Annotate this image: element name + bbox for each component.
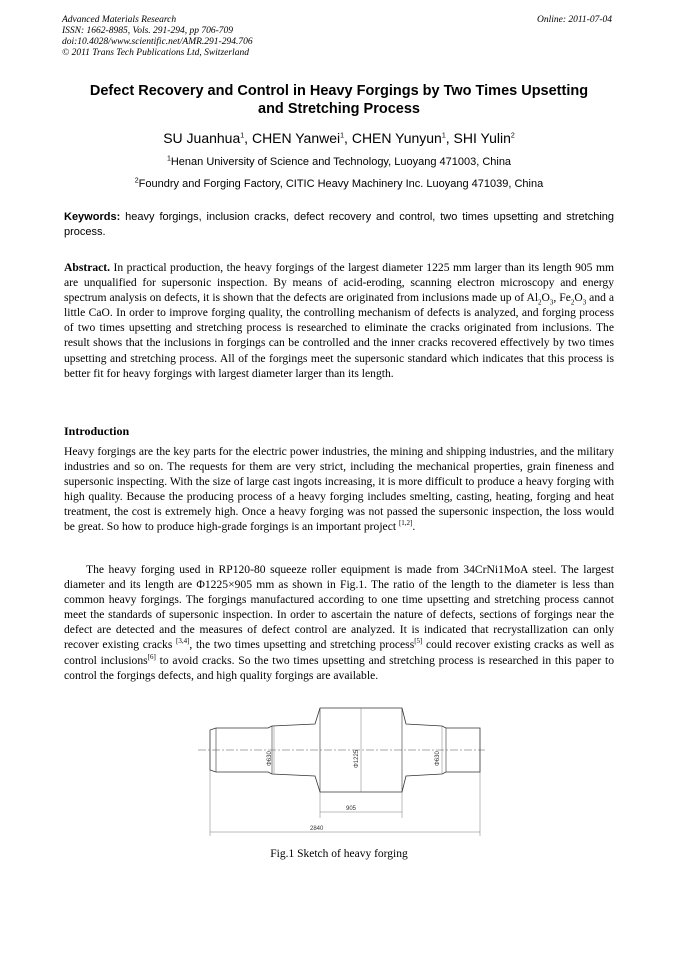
author-sup: 1 bbox=[441, 132, 446, 140]
title-line-1: Defect Recovery and Control in Heavy Forgings by Two Times Upsetting bbox=[89, 83, 589, 99]
dim-left-diameter: Φ630 bbox=[267, 751, 273, 766]
author: SU Juanhua bbox=[163, 130, 241, 146]
online-date: Online: 2011-07-04 bbox=[536, 15, 612, 25]
subscript: 3 bbox=[582, 298, 587, 307]
author-sup: 2 bbox=[510, 132, 515, 140]
author-sup: 1 bbox=[240, 132, 245, 140]
copyright-line: © 2011 Trans Tech Publications Ltd, Switzerland bbox=[62, 48, 249, 58]
affiliation-text: Foundry and Forging Factory, CITIC Heavy Machinery Inc. Luoyang 471039, China bbox=[138, 178, 544, 190]
keywords-label: Keywords: bbox=[64, 211, 121, 223]
keywords-text: heavy forgings, inclusion cracks, defect recovery and control, two times upsetting and stretching process. bbox=[64, 211, 614, 238]
author-sup: 1 bbox=[340, 132, 345, 140]
paragraph-text: , the two times upsetting and stretching process bbox=[189, 638, 415, 652]
dim-center-diameter: Φ1225 bbox=[354, 749, 360, 768]
subscript: 3 bbox=[549, 298, 554, 307]
affiliation bbox=[30, 178, 648, 190]
affiliation-sup: 1 bbox=[166, 155, 171, 163]
author: CHEN Yunyun bbox=[351, 130, 442, 146]
title-line-2: and Stretching Process bbox=[258, 101, 420, 117]
keywords bbox=[64, 210, 614, 240]
abstract-text: O bbox=[541, 291, 550, 305]
paragraph-text: could recover existing cracks as well as control inclusions bbox=[64, 638, 614, 667]
forging-sketch-figure bbox=[180, 700, 500, 840]
paragraph-text: The heavy forging used in RP120-80 squeeze roller equipment is made from 34CrNi1MoA steel. The largest diameter and its length are Φ1225×905 mm as shown in Fig.1. The ratio of the length to the diameter is less than common heavy forgings. The forgings manufactured according to one time upsetting and stretching process cannot meet the standards of supersonic inspection. In order to ascertain the nature of defects, sections of forgings near the defect are detected and the measures of defect control are analyzed. It is indicated that recrystallization can only recover existing cracks bbox=[64, 563, 614, 652]
dim-total-length: 2840 bbox=[310, 826, 324, 832]
affiliation-sup: 2 bbox=[134, 177, 139, 185]
abstract-text: and a little CaO. In order to improve forging quality, the controlling mechanism of defects is analyzed, and forging process of two times upsetting and stretching process is researched to eliminate the cracks originated from inclusions. The result shows that the inclusions in forgings can be controlled and the inner cracks recovered effectively by two times upsetting and stretching process. All of the forgings meet the supersonic standard which indicates that this process is better fit for heavy forgings with largest diameter larger than its length. bbox=[64, 291, 615, 380]
subscript: 2 bbox=[538, 298, 542, 307]
dim-right-diameter: Φ630 bbox=[435, 751, 441, 766]
figure-caption: Fig.1 Sketch of heavy forging bbox=[270, 848, 408, 860]
citation: [1,2] bbox=[398, 519, 413, 528]
author: CHEN Yanwei bbox=[251, 130, 341, 146]
intro-paragraph-1: Heavy forgings are the key parts for the electric power industries, the mining and shipping industries, and the military industries and so on. The requests for them are very strict, including the mechanical properties, grain fineness and supersonic inspecting. With the size of large cast ingots increasing, it is more difficult to produce a heavy forging with high quality. Because the producing process of a heavy forging includes smelting, casting, heating, forging and heat treatment, the cost is extremely high. Once a heavy forging was not passed the supersonic inspection, the loss would be great. So how to produce high-grade forgings is an important project [1,2]. bbox=[64, 445, 614, 534]
journal-name: Advanced Materials Research bbox=[62, 15, 177, 25]
doi-line: doi:10.4028/www.scientific.net/AMR.291-294.706 bbox=[62, 37, 253, 47]
intro-paragraph-2 bbox=[64, 562, 614, 683]
affiliation bbox=[30, 156, 648, 168]
dim-middle-length: 905 bbox=[346, 806, 357, 812]
abstract-text: O bbox=[574, 291, 583, 305]
section-heading-introduction: Introduction bbox=[64, 424, 130, 438]
author: SHI Yulin bbox=[453, 130, 511, 146]
citation: [5] bbox=[414, 637, 423, 646]
abstract bbox=[64, 260, 614, 381]
author-list: SU Juanhua$^1$, CHEN Yanwei$^1$, CHEN Yunyun$^1$, SHI Yulin$^2$ bbox=[163, 130, 515, 146]
citation: [3,4] bbox=[176, 637, 190, 646]
affiliation-text: Henan University of Science and Technology, Luoyang 471003, China bbox=[170, 156, 512, 168]
paragraph-text: Heavy forgings are the key parts for the electric power industries, the mining and shipping industries, and the military industries and so on. The requests for them are very strict, including the mechanical properties, grain fineness and supersonic inspecting. With the size of large cast ingots increasing, it is more difficult to produce a heavy forging with high quality. Because the producing process of a heavy forging includes smelting, casting, heating, forging and heat treatment, the cost is extremely high. Once a heavy forging was not passed the supersonic inspection, the loss would be great. So how to produce high-grade forgings is an important project bbox=[64, 445, 614, 534]
abstract-text: , Fe bbox=[553, 291, 571, 305]
paper-title bbox=[50, 82, 628, 118]
abstract-text: In practical production, the heavy forgings of the largest diameter 1225 mm larger than its length 905 mm are unqualified for supersonic inspection. By means of acid-eroding, scanning electron microscopy and energy spectrum analysis on defects, it is shown that the defects are originated from inclusions made up of Al bbox=[64, 261, 614, 305]
issn-line: ISSN: 1662-8985, Vols. 291-294, pp 706-709 bbox=[62, 26, 233, 36]
paragraph-text: to avoid cracks. So the two times upsetting and stretching process is researched in this paper to control the forgings defects, and high quality forgings are available. bbox=[64, 653, 614, 682]
abstract-label: Abstract. bbox=[64, 261, 111, 274]
subscript: 2 bbox=[570, 298, 575, 307]
citation: [6] bbox=[147, 652, 156, 661]
